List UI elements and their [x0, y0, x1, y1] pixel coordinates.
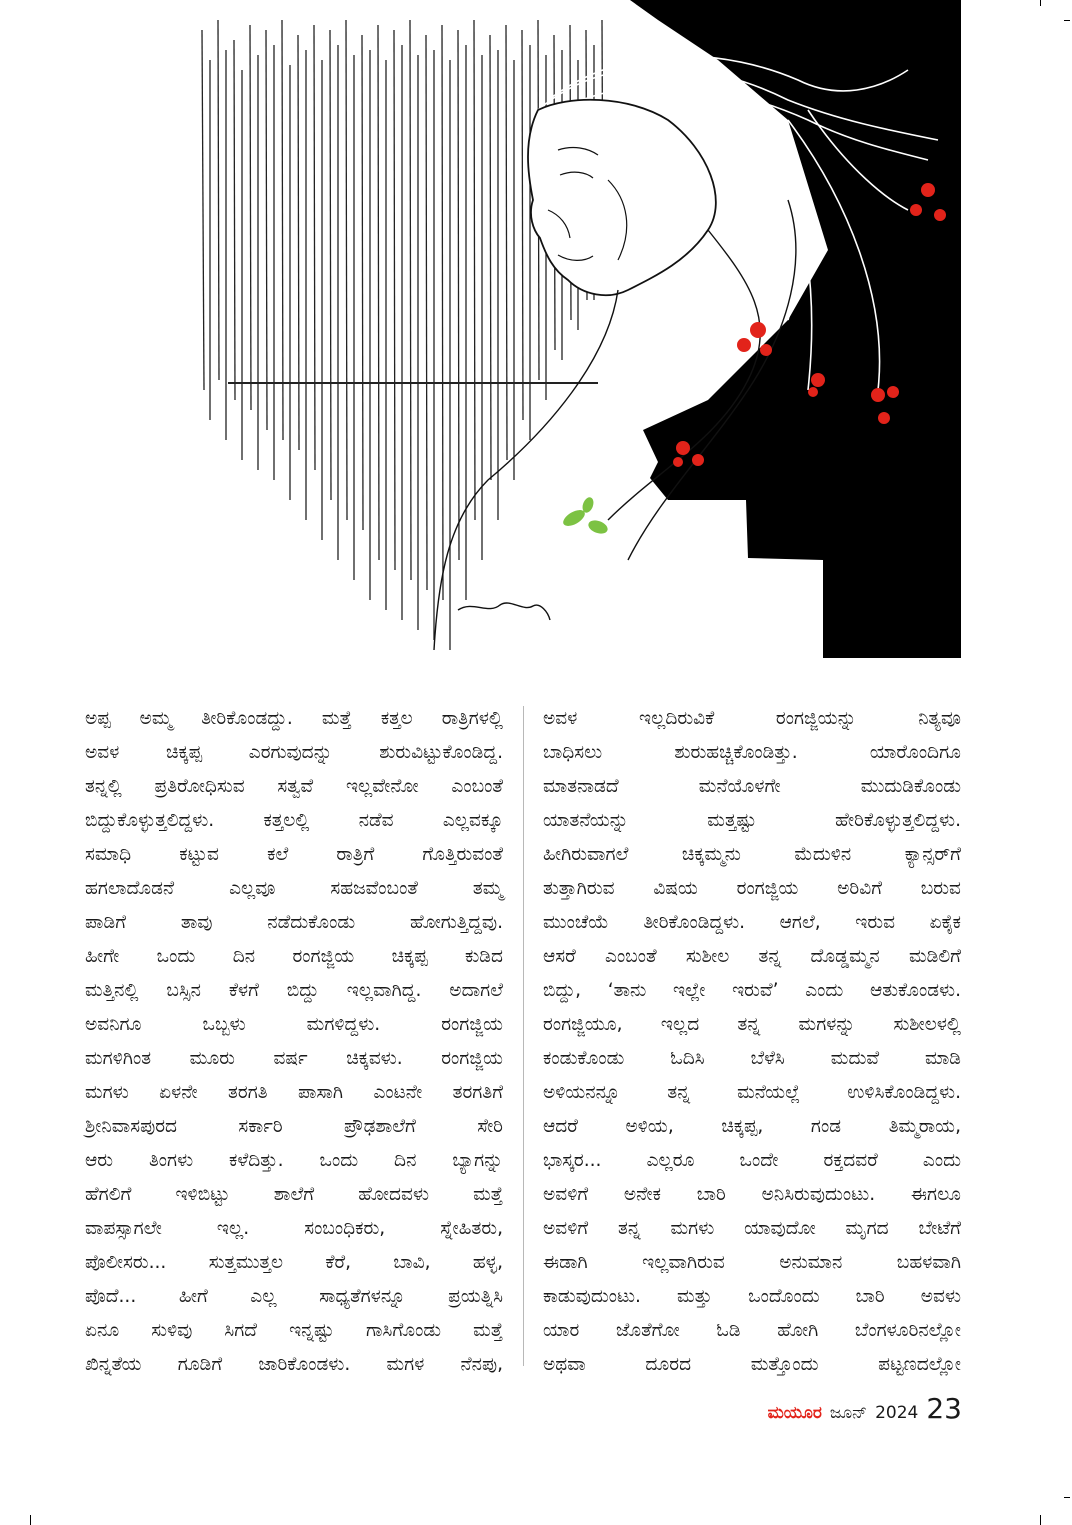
left-column-paragraph — [85, 702, 503, 1382]
black-background-shape — [630, 0, 961, 658]
text-line: ಹೀಗೇ ಒಂದು ದಿನ ರಂಗಜ್ಜಿಯ ಚಿಕ್ಕಪ್ಪ ಕುಡಿದ — [85, 946, 503, 967]
crop-mark-bottom-right — [1040, 1515, 1041, 1525]
text-line: ಅವಳ ಇಲ್ಲದಿರುವಿಕೆ ರಂಗಜ್ಜಿಯನ್ನು ನಿತ್ಯವೂ — [543, 708, 961, 729]
text-line: ಅವಳ ಚಿಕ್ಕಪ್ಪ ಎರಗುವುದನ್ನು ಶುರುವಿಟ್ಟುಕೊಂಡಿದ್ದ. — [85, 742, 503, 763]
text-line: ತುತ್ತಾಗಿರುವ ವಿಷಯ ರಂಗಜ್ಜಿಯ ಅರಿವಿಗೆ ಬರುವ — [543, 878, 961, 899]
text-line: ಆರು ತಿಂಗಳು ಕಳೆದಿತ್ತು. ಒಂದು ದಿನ ಬ್ಯಾಗನ್ನು — [85, 1150, 503, 1171]
artist-signature — [458, 603, 550, 620]
text-line: ಪಾಡಿಗೆ ತಾವು ನಡೆದುಕೊಂಡು ಹೋಗುತ್ತಿದ್ದವು. — [85, 912, 503, 933]
crop-mark-top-right — [1040, 0, 1041, 6]
text-line: ಪೊದೆ... ಹೀಗೆ ಎಲ್ಲ ಸಾಧ್ಯತೆಗಳನ್ನೂ ಪ್ರಯತ್ನಿಸಿ — [85, 1286, 503, 1307]
text-line: ಹೆಗಲಿಗೆ ಇಳಿಬಿಟ್ಟು ಶಾಲೆಗೆ ಹೋದವಳು ಮತ್ತೆ — [85, 1184, 503, 1205]
green-leaves — [561, 496, 610, 536]
text-line: ಭಾಸ್ಕರ... ಎಲ್ಲರೂ ಒಂದೇ ರಕ್ತದವರೆ ಎಂದು — [543, 1150, 961, 1171]
text-line: ಮುಂಚೆಯೆ ತೀರಿಕೊಂಡಿದ್ದಳು. ಆಗಲೆ, ಇರುವ ಏಕೈಕ — [543, 912, 961, 933]
text-line: ಅಥವಾ ದೂರದ ಮತ್ತೊಂದು ಪಟ್ಟಣದಲ್ಲೋ — [543, 1354, 961, 1375]
article-column-left — [85, 702, 503, 1382]
text-line: ಮಾತನಾಡದೆ ಮನೆಯೊಳಗೇ ಮುದುಡಿಕೊಂಡು — [543, 776, 961, 797]
text-line: ಯಾತನೆಯನ್ನು ಮತ್ತಷ್ಟು ಹೇರಿಕೊಳ್ಳುತ್ತಲಿದ್ದಳು. — [543, 810, 961, 831]
text-line: ಪೊಲೀಸರು... ಸುತ್ತಮುತ್ತಲ ಕೆರೆ, ಬಾವಿ, ಹಳ್ಳ, — [85, 1252, 503, 1273]
text-line: ಯಾರ ಜೊತೆಗೋ ಓಡಿ ಹೋಗಿ ಬೆಂಗಳೂರಿನಲ್ಲೋ — [543, 1320, 961, 1341]
article-column-right — [543, 702, 961, 1382]
page-number: 23 — [926, 1392, 962, 1425]
woman-face — [528, 100, 716, 295]
text-line: ತನ್ನಲ್ಲಿ ಪ್ರತಿರೋಧಿಸುವ ಸತ್ವವೆ ಇಲ್ಲವೇನೋ ಎಂಬಂತೆ — [85, 776, 503, 797]
text-line: ವಾಪಸ್ಸಾಗಲೇ ಇಲ್ಲ. ಸಂಬಂಧಿಕರು, ಸ್ನೇಹಿತರು, — [85, 1218, 503, 1239]
crop-mark-bottom-right-h — [1064, 1497, 1070, 1498]
text-line: ರಂಗಜ್ಜಿಯೂ, ಇಲ್ಲದ ತನ್ನ ಮಗಳನ್ನು ಸುಶೀಲಳಲ್ಲಿ — [543, 1014, 961, 1035]
text-line: ಹಗಲಾದೊಡನೆ ಎಲ್ಲವೂ ಸಹಜವೆಂಬಂತೆ ತಮ್ಮ — [85, 878, 503, 899]
page-footer — [768, 1392, 962, 1425]
text-line: ಬಾಧಿಸಲು ಶುರುಹಚ್ಚಿಕೊಂಡಿತ್ತು. ಯಾರೊಂದಿಗೂ — [543, 742, 961, 763]
text-line: ಏನೂ ಸುಳಿವು ಸಿಗದೆ ಇನ್ನಷ್ಟು ಗಾಸಿಗೊಂಡು ಮತ್ತೆ — [85, 1320, 503, 1341]
text-line: ಆಸರೆ ಎಂಬಂತೆ ಸುಶೀಲ ತನ್ನ ದೊಡ್ಡಮ್ಮನ ಮಡಿಲಿಗೆ — [543, 946, 961, 967]
text-line: ಈಡಾಗಿ ಇಲ್ಲವಾಗಿರುವ ಅನುಮಾನ ಬಹಳವಾಗಿ — [543, 1252, 961, 1273]
text-line: ಕಾಡುವುದುಂಟು. ಮತ್ತು ಒಂದೊಂದು ಬಾರಿ ಅವಳು — [543, 1286, 961, 1307]
text-line: ಅವಳಿಗೆ ಅನೇಕ ಬಾರಿ ಅನಿಸಿರುವುದುಂಟು. ಈಗಲೂ — [543, 1184, 961, 1205]
ink-drawing — [188, 0, 961, 658]
text-line: ಮತ್ತಿನಲ್ಲಿ ಬಸ್ಸಿನ ಕೆಳಗೆ ಬಿದ್ದು ಇಲ್ಲವಾಗಿದ್ದ. ಅದಾಗಲೆ — [85, 980, 503, 1001]
story-illustration — [188, 0, 961, 658]
text-line: ಅವಳಿಗೆ ತನ್ನ ಮಗಳು ಯಾವುದೋ ಮೃಗದ ಬೇಟೆಗೆ — [543, 1218, 961, 1239]
text-line: ಅಳಿಯನನ್ನೂ ತನ್ನ ಮನೆಯಲ್ಲೆ ಉಳಿಸಿಕೊಂಡಿದ್ದಳು. — [543, 1082, 961, 1103]
text-line: ಹೀಗಿರುವಾಗಲೆ ಚಿಕ್ಕಮ್ಮನು ಮೆದುಳಿನ ಕ್ಯಾನ್ಸರ್‌ಗೆ — [543, 844, 961, 865]
text-line: ಆದರೆ ಅಳಿಯ, ಚಿಕ್ಕಪ್ಪ, ಗಂಡ ತಿಮ್ಮರಾಯ, — [543, 1116, 961, 1137]
text-line: ಅವನಿಗೂ ಒಬ್ಬಳು ಮಗಳಿದ್ದಳು. ರಂಗಜ್ಜಿಯ — [85, 1014, 503, 1035]
column-divider — [523, 706, 524, 1366]
magazine-name: ಮಯೂರ — [767, 1403, 822, 1423]
issue-year: 2024 — [875, 1403, 919, 1423]
crop-mark-bottom-left — [30, 1515, 31, 1525]
text-line: ಸಮಾಧಿ ಕಟ್ಟುವ ಕಲೆ ರಾತ್ರಿಗೆ ಗೊತ್ತಿರುವಂತೆ — [85, 844, 503, 865]
text-line: ಶ್ರೀನಿವಾಸಪುರದ ಸರ್ಕಾರಿ ಪ್ರೌಢಶಾಲೆಗೆ ಸೇರಿ — [85, 1116, 503, 1137]
right-column-paragraph — [543, 702, 961, 1382]
crop-mark-top-right-h — [1064, 20, 1070, 21]
text-line: ಕಂಡುಕೊಂಡು ಓದಿಸಿ ಬೆಳೆಸಿ ಮದುವೆ ಮಾಡಿ — [543, 1048, 961, 1069]
text-line: ಬಿದ್ದುಕೊಳ್ಳುತ್ತಲಿದ್ದಳು. ಕತ್ತಲಲ್ಲಿ ನಡೆವ ಎಲ್ಲವಕ್ಕೂ — [85, 810, 503, 831]
text-line: ಅಪ್ಪ ಅಮ್ಮ ತೀರಿಕೊಂಡದ್ದು. ಮತ್ತೆ ಕತ್ತಲ ರಾತ್ರಿಗಳಲ್ಲಿ — [85, 708, 503, 729]
issue-month: ಜೂನ್ — [829, 1403, 868, 1423]
text-line: ಮಗಳಿಗಿಂತ ಮೂರು ವರ್ಷ ಚಿಕ್ಕವಳು. ರಂಗಜ್ಜಿಯ — [85, 1048, 503, 1069]
text-line: ಬಿದ್ದು, ‘ತಾನು ಇಲ್ಲೇ ಇರುವೆ’ ಎಂದು ಆತುಕೊಂಡಳು. — [543, 980, 961, 1001]
text-line: ಮಗಳು ಏಳನೇ ತರಗತಿ ಪಾಸಾಗಿ ಎಂಟನೇ ತರಗತಿಗೆ — [85, 1082, 503, 1103]
text-line: ಖಿನ್ನತೆಯ ಗೂಡಿಗೆ ಜಾರಿಕೊಂಡಳು. ಮಗಳ ನೆನಪು, — [85, 1354, 503, 1375]
